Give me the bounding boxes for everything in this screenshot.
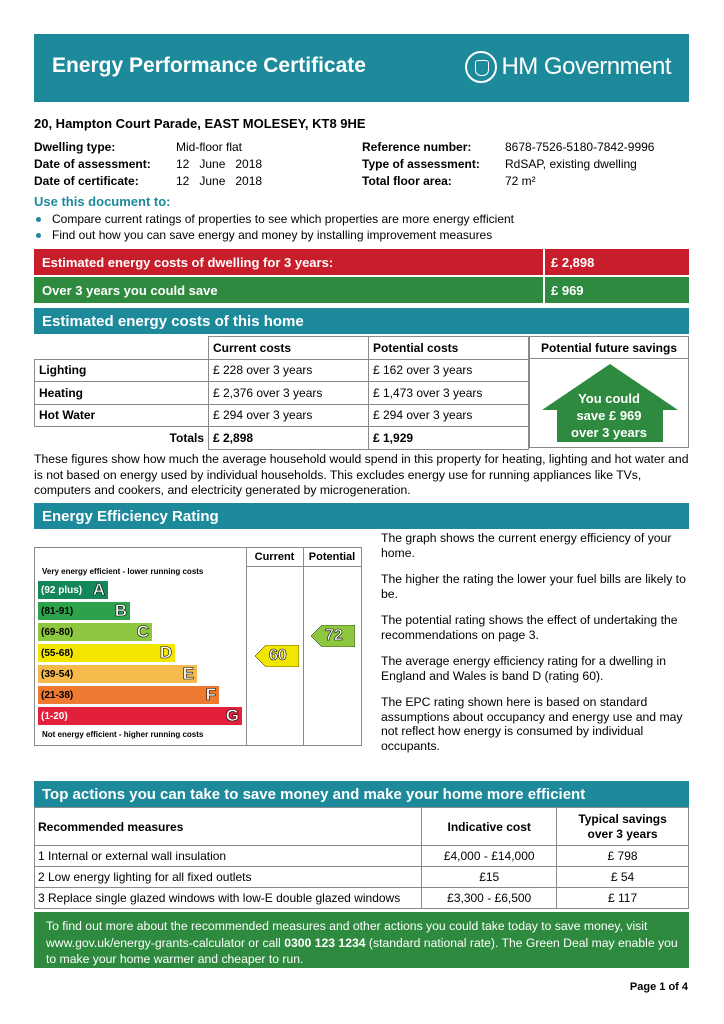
- band-letter: G: [225, 706, 239, 725]
- footer-info: To find out more about the recommended measures and other actions you could take today to save money, visit www.gov.uk/energy-grants-calculator or call 0300 123 1234 (standard national rate). The Green Deal may enable you to make your home warmer and cheaper to run.: [34, 912, 689, 968]
- rating-paragraph: The EPC rating shown here is based on standard assumptions about occupancy and energy use and may not reflect how energy is consumed by individual occupants.: [381, 695, 683, 753]
- bottom-note: Not energy efficient - higher running costs: [42, 730, 204, 739]
- dwelling-type-value: Mid-floor flat: [176, 139, 243, 154]
- rating-paragraph: The average energy efficiency rating for a dwelling in England and Wales is band D (rating 60).: [381, 654, 666, 683]
- page-title: Energy Performance Certificate: [52, 54, 366, 77]
- dwelling-type-label: Dwelling type:: [34, 139, 116, 154]
- table-row: Hot Water £ 294 over 3 years £ 294 over 3 years: [35, 404, 529, 427]
- table-row: Heating £ 2,376 over 3 years £ 1,473 over 3 years: [35, 382, 529, 405]
- rating-band-e: [38, 665, 197, 683]
- rating-band-b: [38, 602, 130, 620]
- table-row: 1 Internal or external wall insulation £4,000 - £14,000 £ 798: [35, 846, 689, 867]
- potential-rating-value: 72: [325, 627, 343, 644]
- floor-area-label: Total floor area:: [362, 173, 452, 188]
- rating-band-a: [38, 581, 108, 599]
- table-row: 2 Low energy lighting for all fixed outlets £15 £ 54: [35, 867, 689, 888]
- rating-band-c: [38, 623, 152, 641]
- bullet-icon: [36, 217, 41, 222]
- rating-paragraph: The graph shows the current energy efficiency of your home.: [381, 531, 672, 560]
- future-savings-header: Potential future savings: [529, 336, 689, 359]
- totals-row: Totals £ 2,898 £ 1,929: [35, 427, 529, 450]
- band-letter: D: [159, 643, 172, 662]
- certificate-header: [34, 34, 689, 102]
- savings-value: £ 969: [543, 277, 689, 303]
- recommended-measures-table: [34, 807, 689, 909]
- table-row: 3 Replace single glazed windows with low-E double glazed windows £3,300 - £6,500 £ 117: [35, 888, 689, 909]
- table-corner: [35, 337, 209, 360]
- rating-paragraph: The higher the rating the lower your fuel bills are likely to be.: [381, 572, 686, 601]
- savings-badge: You could save £ 969 over 3 years: [571, 391, 647, 440]
- page-number: Page 1 of 4: [629, 981, 688, 993]
- use-document-list: [36, 211, 514, 243]
- savings-label: Over 3 years you could save: [42, 282, 218, 298]
- band-letter: E: [182, 664, 194, 683]
- date-certificate-value: 12 June 2018: [176, 173, 263, 188]
- actions-section-title: Top actions you can take to save money and make your home more efficient: [34, 781, 689, 807]
- current-rating-value: 60: [269, 647, 287, 664]
- band-range: (92 plus): [41, 584, 83, 596]
- band-letter: C: [136, 622, 149, 641]
- band-range: (81-91): [41, 605, 74, 617]
- type-assessment-label: Type of assessment:: [362, 156, 480, 171]
- savings-header: Typical savings over 3 years: [557, 808, 689, 846]
- estimated-costs-bar: [34, 249, 689, 275]
- rating-paragraph: The potential rating shows the effect of undertaking the recommendations on page 3.: [381, 613, 678, 642]
- band-range: (1-20): [41, 710, 68, 722]
- hm-government-logo: [465, 51, 671, 83]
- certificate-details: [34, 138, 689, 189]
- current-costs-header: Current costs: [209, 337, 369, 360]
- use-document-title: Use this document to:: [34, 194, 171, 209]
- potential-column-header: Potential: [308, 551, 356, 563]
- efficiency-rating-chart: [34, 547, 362, 746]
- bullet-icon: [36, 233, 41, 238]
- costs-note: These figures show how much the average household would spend in this property for heating, lighting and hot water and is not based on energy used by individual households. This excludes energy use for running appliances like TVs, computers and cookers, and electricity generated by microgeneration.: [34, 452, 689, 497]
- estimated-costs-value: £ 2,898: [543, 249, 689, 275]
- measures-header: Recommended measures: [35, 808, 422, 846]
- top-note: Very energy efficient - lower running costs: [42, 567, 204, 576]
- date-assessment-value: 12 June 2018: [176, 156, 263, 171]
- floor-area-value: 72 m²: [505, 173, 536, 188]
- band-letter: B: [114, 601, 127, 620]
- rating-section-title: Energy Efficiency Rating: [34, 503, 689, 529]
- date-certificate-label: Date of certificate:: [34, 173, 139, 188]
- type-assessment-value: RdSAP, existing dwelling: [505, 156, 637, 171]
- costs-section-title: Estimated energy costs of this home: [34, 308, 689, 334]
- date-assessment-label: Date of assessment:: [34, 156, 151, 171]
- band-range: (69-80): [41, 626, 74, 638]
- rating-band-f: [38, 686, 219, 704]
- property-address: 20, Hampton Court Parade, EAST MOLESEY, KT8 9HE: [34, 116, 366, 131]
- band-range: (55-68): [41, 647, 74, 659]
- reference-label: Reference number:: [362, 139, 472, 154]
- list-item: Find out how you can save energy and money by installing improvement measures: [36, 227, 514, 243]
- potential-costs-header: Potential costs: [369, 337, 529, 360]
- current-column-header: Current: [254, 551, 295, 563]
- savings-bar: [34, 277, 689, 303]
- band-letter: A: [92, 580, 105, 599]
- energy-costs-table: [34, 336, 529, 450]
- list-item: Compare current ratings of properties to see which properties are more energy efficient: [36, 211, 514, 227]
- rating-explanation: [381, 531, 689, 765]
- band-letter: F: [205, 685, 216, 704]
- royal-crest-icon: [465, 51, 497, 83]
- band-range: (21-38): [41, 689, 74, 701]
- gov-logo-text: HM Government: [501, 53, 671, 80]
- rating-band-g: [38, 707, 242, 725]
- phone-number: 0300 123 1234: [284, 935, 366, 950]
- reference-value: 8678-7526-5180-7842-9996: [505, 139, 655, 154]
- band-range: (39-54): [41, 668, 74, 680]
- cost-header: Indicative cost: [422, 808, 557, 846]
- rating-band-d: [38, 644, 175, 662]
- estimated-costs-label: Estimated energy costs of dwelling for 3 years:: [42, 254, 334, 270]
- table-row: Lighting £ 228 over 3 years £ 162 over 3 years: [35, 359, 529, 382]
